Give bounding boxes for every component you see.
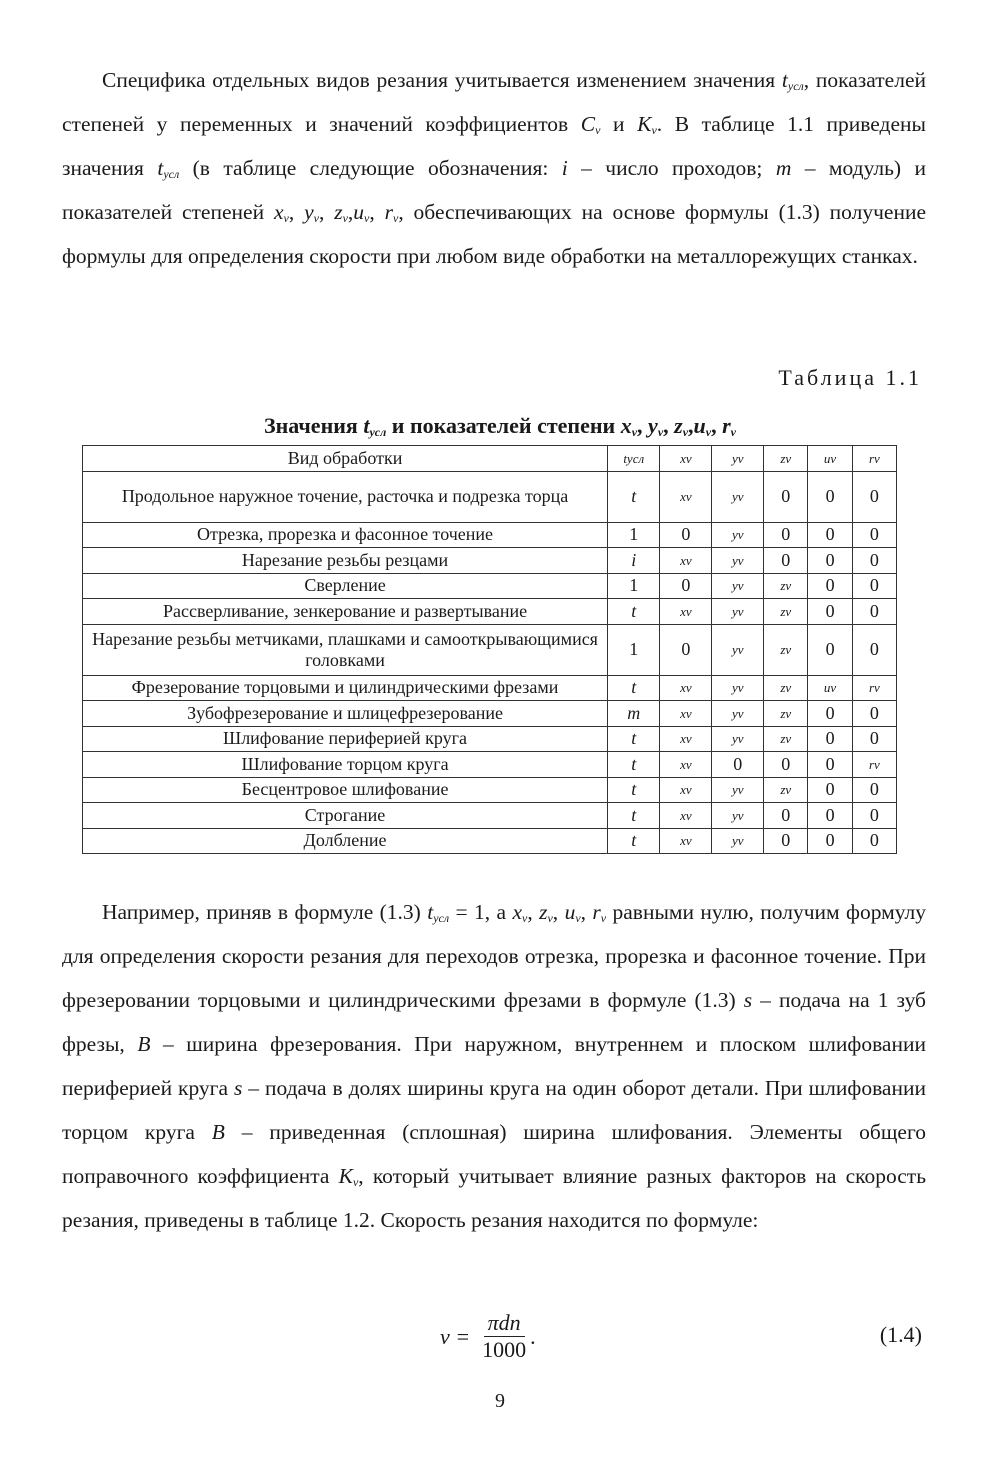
formula-denominator: 1000 <box>482 1337 527 1362</box>
formula-number: (1.4) <box>879 1322 922 1347</box>
table-cell-process: Продольное наружное точение, расточка и подрезка торца <box>83 471 608 522</box>
table-cell-value: yv <box>712 548 764 574</box>
table-row <box>83 777 897 803</box>
header-cell: xv <box>660 446 712 472</box>
table-cell-value: t <box>608 675 660 701</box>
exponent-table <box>82 445 897 854</box>
table-cell-value: m <box>608 701 660 727</box>
table-cell-value: yv <box>712 726 764 752</box>
table-cell-value: rv <box>852 675 896 701</box>
table-cell-process: Долбление <box>83 828 608 854</box>
header-cell: yv <box>712 446 764 472</box>
table-cell-value: zv <box>764 624 808 675</box>
table-cell-value: yv <box>712 573 764 599</box>
table-cell-value: 0 <box>764 828 808 854</box>
table-row <box>83 803 897 829</box>
body-paragraph: Например, приняв в формуле (1.3) $t_{усл} = 1$, а $x_v$, $z_v$, $u_v$, $r_v$ равными нулю, получим формулу для определения скорости резания для переходов отрезка, прорезка и фасонное точение. При фрезеровании торцовыми и цилиндрическими фрезами в формуле (1.3) s – подача на 1 зуб фрезы, B – ширина фрезерования. При наружном, внутреннем и плоском шлифовании периферией круга s – подача в долях ширины круга на один оборот детали. При шлифовании торцом круга B – приведенная (сплошная) ширина шлифования. Элементы общего поправочного коэффициента $K_v$, который учитывает влияние разных факторов на скорость резания, приведены в таблице 1.2. Скорость резания находится по формуле: <box>62 900 927 1232</box>
table-cell-value: 1 <box>608 573 660 599</box>
table-row <box>83 522 897 548</box>
table-cell-value: zv <box>764 599 808 625</box>
table-cell-value: xv <box>660 471 712 522</box>
table-cell-value: 0 <box>808 726 852 752</box>
table-cell-value: 0 <box>808 752 852 778</box>
table-cell-value: zv <box>764 701 808 727</box>
page-number: 9 <box>495 1390 505 1412</box>
table-cell-value: xv <box>660 777 712 803</box>
table-cell-value: xv <box>660 675 712 701</box>
table-cell-process: Фрезерование торцовыми и цилиндрическими фрезами <box>83 675 608 701</box>
table-cell-value: xv <box>660 726 712 752</box>
table-label: Таблица 1.1 <box>778 365 922 390</box>
table-cell-value: 0 <box>852 803 896 829</box>
table-cell-value: 0 <box>660 522 712 548</box>
table-cell-value: xv <box>660 599 712 625</box>
formula <box>440 1310 536 1363</box>
table-row <box>83 828 897 854</box>
table-cell-value: 0 <box>660 624 712 675</box>
table-cell-value: 0 <box>764 522 808 548</box>
table-cell-value: 0 <box>764 548 808 574</box>
table-cell-value: yv <box>712 599 764 625</box>
table-cell-value: 0 <box>852 573 896 599</box>
table-cell-value: yv <box>712 471 764 522</box>
table-cell-value: zv <box>764 777 808 803</box>
table-cell-value: 0 <box>808 777 852 803</box>
table-cell-value: 0 <box>852 599 896 625</box>
intro-paragraph: Специфика отдельных видов резания учитывается изменением значения $t_{усл}$, показателей степеней у переменных и значений коэффициентов $C_v$ и $K_v$. В таблице 1.1 приведены значения $t_{усл}$ (в таблице следующие обозначения: i – число проходов; m – модуль) и показателей степеней $x_v$, $y_v$, $z_v,u_v$, $r_v$, обеспечивающих на основе формулы (1.3) получение формулы для определения скорости при любом виде обработки на металлорежущих станках. <box>62 68 927 268</box>
table-cell-value: 0 <box>712 752 764 778</box>
table-cell-value: t <box>608 752 660 778</box>
table-cell-value: 0 <box>852 828 896 854</box>
table-row <box>83 548 897 574</box>
formula-fraction <box>478 1310 530 1363</box>
table-cell-process: Сверление <box>83 573 608 599</box>
table-cell-value: 0 <box>764 752 808 778</box>
table-caption: Значения $t_{усл}$ и показателей степени $x_v$, $y_v$, $z_v,u_v$, $r_v$ <box>263 413 736 439</box>
header-cell: rv <box>852 446 896 472</box>
formula-numerator: πdn <box>484 1310 525 1337</box>
table-cell-value: t <box>608 777 660 803</box>
table-cell-value: xv <box>660 828 712 854</box>
table-cell-value: 1 <box>608 624 660 675</box>
table-row <box>83 573 897 599</box>
table-cell-value: 0 <box>808 599 852 625</box>
table-cell-value: 0 <box>852 726 896 752</box>
table-cell-value: 0 <box>852 522 896 548</box>
table-cell-value: t <box>608 803 660 829</box>
table-cell-value: xv <box>660 803 712 829</box>
table-cell-process: Шлифование торцом круга <box>83 752 608 778</box>
table-cell-value: 0 <box>808 803 852 829</box>
table-cell-value: t <box>608 726 660 752</box>
table-cell-value: 0 <box>852 471 896 522</box>
table-row <box>83 624 897 675</box>
table-cell-value: yv <box>712 675 764 701</box>
table-cell-process: Бесцентровое шлифование <box>83 777 608 803</box>
table-cell-value: 0 <box>852 624 896 675</box>
table-cell-value: yv <box>712 522 764 548</box>
table-cell-process: Зубофрезерование и шлицефрезерование <box>83 701 608 727</box>
table-cell-value: xv <box>660 548 712 574</box>
header-cell: uv <box>808 446 852 472</box>
table-cell-process: Шлифование периферией круга <box>83 726 608 752</box>
header-cell: zv <box>764 446 808 472</box>
table-cell-value: 0 <box>852 777 896 803</box>
table-cell-value: zv <box>764 675 808 701</box>
table-cell-value: 0 <box>808 573 852 599</box>
table-cell-value: yv <box>712 624 764 675</box>
table-cell-value: zv <box>764 573 808 599</box>
table-cell-process: Нарезание резьбы резцами <box>83 548 608 574</box>
table-row <box>83 675 897 701</box>
table-cell-value: i <box>608 548 660 574</box>
table-cell-value: 0 <box>764 803 808 829</box>
table-cell-value: 0 <box>808 471 852 522</box>
table-cell-value: yv <box>712 828 764 854</box>
table-cell-value: 0 <box>808 828 852 854</box>
table-row <box>83 471 897 522</box>
header-cell: Вид обработки <box>83 446 608 472</box>
table-row <box>83 599 897 625</box>
table-row <box>83 701 897 727</box>
table-cell-value: zv <box>764 726 808 752</box>
table-cell-value: 0 <box>660 573 712 599</box>
table-cell-value: 0 <box>808 701 852 727</box>
table-row <box>83 726 897 752</box>
table-cell-value: yv <box>712 701 764 727</box>
table-row <box>83 752 897 778</box>
table-cell-value: t <box>608 471 660 522</box>
table-cell-value: xv <box>660 752 712 778</box>
table-cell-value: t <box>608 828 660 854</box>
formula-lhs: v = <box>440 1323 471 1349</box>
table-cell-process: Отрезка, прорезка и фасонное точение <box>83 522 608 548</box>
table-cell-value: 0 <box>852 701 896 727</box>
table-cell-value: 0 <box>764 471 808 522</box>
table-cell-process: Рассверливание, зенкерование и развертывание <box>83 599 608 625</box>
table-cell-value: 0 <box>852 548 896 574</box>
table-cell-value: rv <box>852 752 896 778</box>
table-header-row <box>83 446 897 472</box>
header-cell: tусл <box>608 446 660 472</box>
table-cell-process: Строгание <box>83 803 608 829</box>
table-cell-value: 0 <box>808 548 852 574</box>
table-cell-value: 0 <box>808 522 852 548</box>
table-cell-value: t <box>608 599 660 625</box>
table-cell-value: yv <box>712 803 764 829</box>
table-cell-value: xv <box>660 701 712 727</box>
table-cell-value: yv <box>712 777 764 803</box>
table-cell-value: 0 <box>808 624 852 675</box>
table-cell-process: Нарезание резьбы метчиками, плашками и самооткрывающимися головками <box>83 624 608 675</box>
table-cell-value: uv <box>808 675 852 701</box>
formula-tail: . <box>530 1323 536 1349</box>
table-cell-value: 1 <box>608 522 660 548</box>
